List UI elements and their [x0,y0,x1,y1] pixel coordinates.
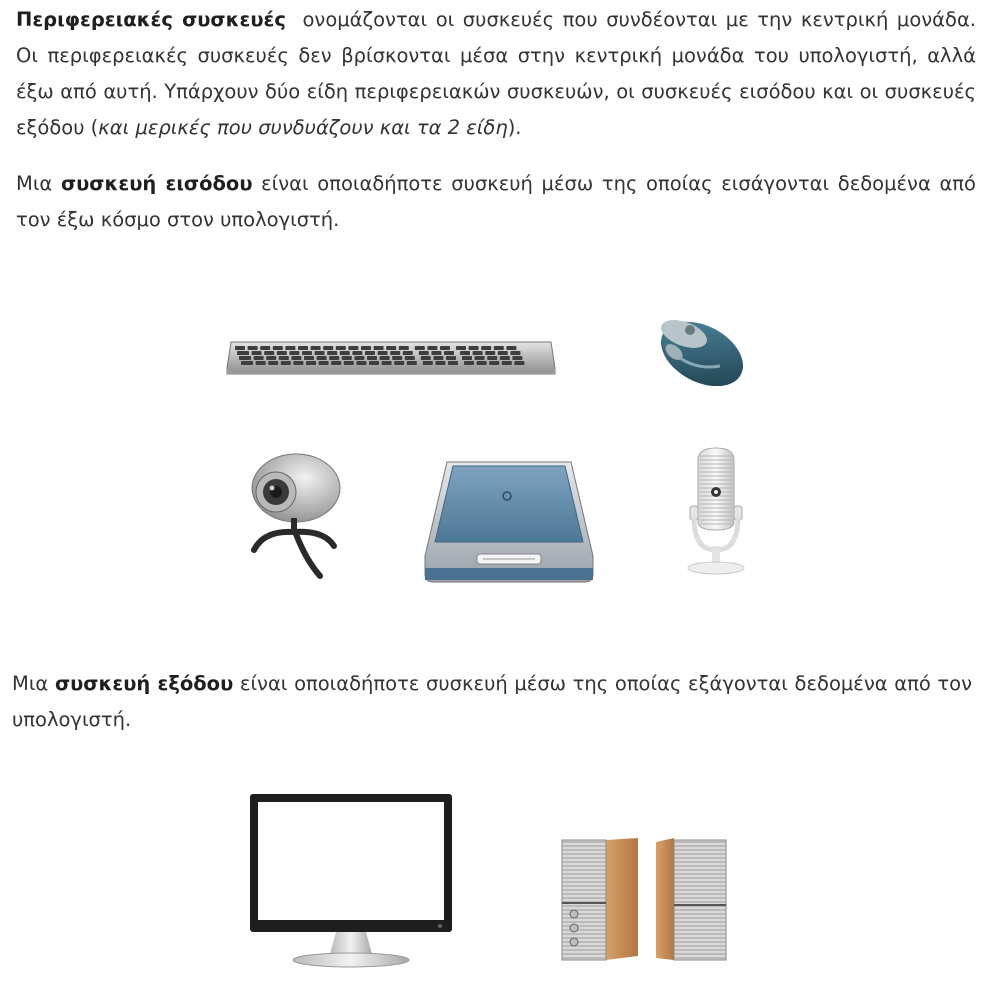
speakers-icon [556,836,732,966]
output-definition: είναι οποιαδήποτε συσκευή μέσω της οποίας εξάγονται δεδομένα από τον υπολογιστή. [12,672,972,731]
webcam-icon [244,450,344,582]
scanner-icon [421,456,596,586]
intro-paragraph [16,2,976,146]
mouse-icon [650,314,748,386]
term-peripheral-devices: Περιφερειακές συσκευές [16,8,286,31]
intro-italic-note: και μερικές που συνδυάζουν και τα 2 είδη [98,116,508,139]
input-definition: είναι οποιαδήποτε συσκευή μέσω της οποίας εισάγονται δεδομένα από τον έξω κόσμο στον υπολογιστή. [16,172,976,231]
microphone-icon [684,446,748,576]
input-device-paragraph [16,166,976,238]
term-output-device: συσκευή εξόδου [54,672,234,695]
term-input-device: συσκευή εισόδου [60,172,253,195]
input-prefix: Μια [16,172,53,195]
keyboard-icon [225,338,557,378]
monitor-icon [248,792,454,972]
output-device-paragraph [12,666,972,738]
intro-text: ονομάζονται οι συσκευές που συνδέονται με την κεντρική μονάδα. Οι περιφερειακές συσκευές δεν βρίσκονται μέσα στην κεντρική μονάδα του υπολογιστή, αλλά έξω από αυτή. Υπάρχουν δύο είδη περιφερειακών συσκευών, οι συσκευές εισόδου και οι συσκευές εξόδου ( [16,8,977,139]
intro-text-end: ). [507,116,522,139]
output-prefix: Μια [12,672,49,695]
